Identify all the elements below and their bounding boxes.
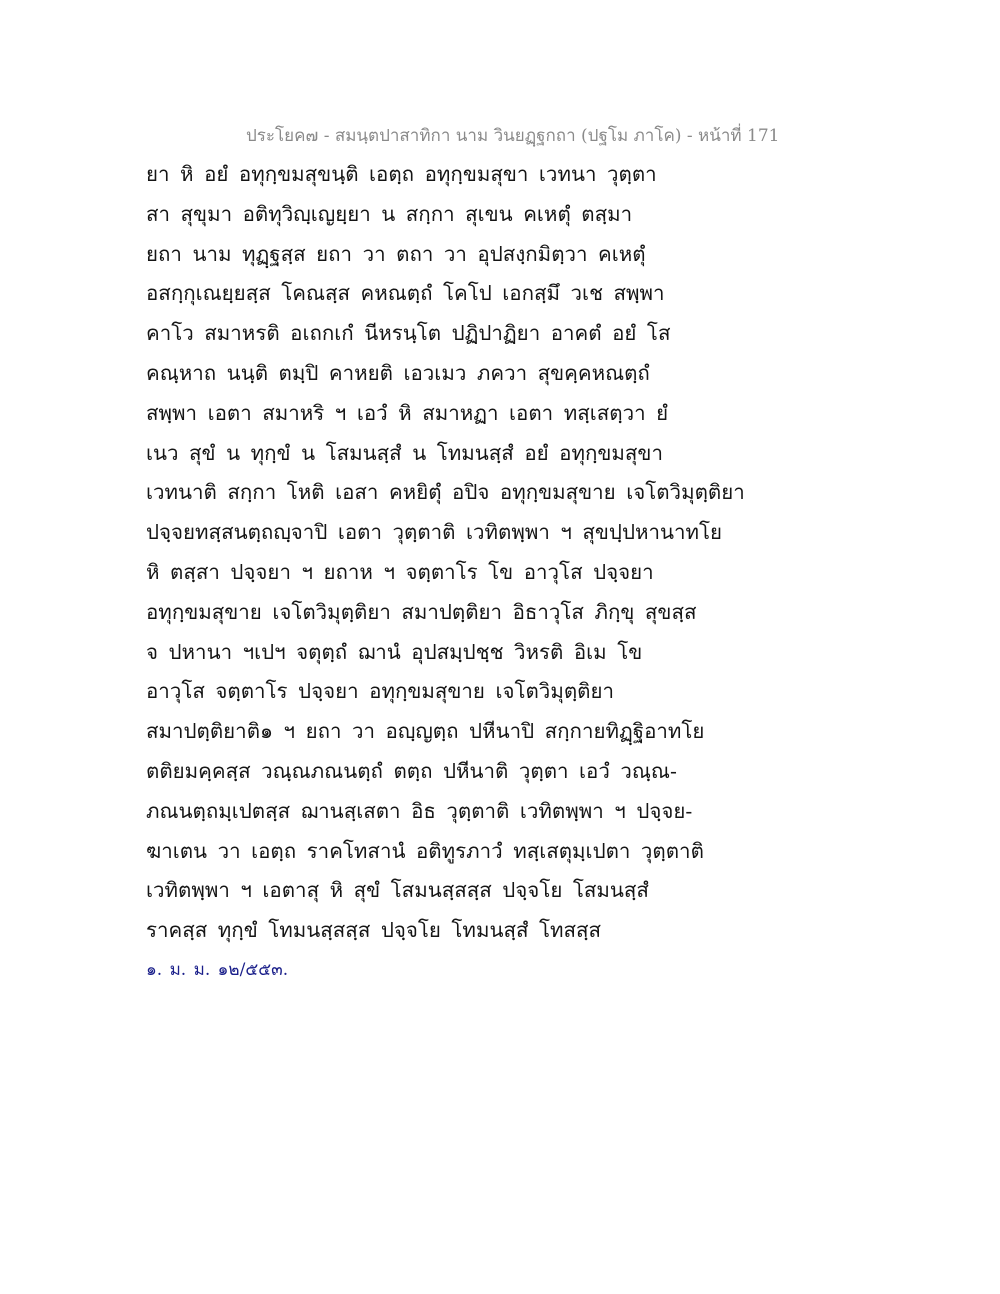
text-line: ราคสฺส ทุกฺขํ โทมนสฺสสฺส ปจฺจโย โทมนสฺสํ โทสสฺส xyxy=(146,918,602,943)
text-line: อทุกฺขมสุขาย เจโตวิมุตฺติยา สมาปตฺติยา อิธาวุโส ภิกฺขุ สุขสฺส xyxy=(146,599,697,624)
text-line: ฆาเตน วา เอตฺถ ราคโทสานํ อติทูรภาวํ ทสฺเสตุมฺเปตา วุตฺตาติ xyxy=(146,838,704,863)
text-line: จ ปหานา ฯเปฯ จตุตฺถํ ฌานํ อุปสมฺปชฺช วิหรติ อิเม โข xyxy=(146,639,643,664)
page-header: ประโยค๗ - สมนฺตปาสาทิกา นาม วินยฏฺฐกถา (ปฐโม ภาโค) - หน้าที่ 171 xyxy=(246,126,780,146)
text-line: อาวุโส จตฺตาโร ปจฺจยา อทุกฺขมสุขาย เจโตวิมุตฺติยา xyxy=(146,679,614,704)
text-line: ยา หิ อยํ อทุกฺขมสุขนฺติ เอตฺถ อทุกฺขมสุขา เวทนา วุตฺตา xyxy=(146,162,657,186)
text-line: ปจฺจยทสฺสนตฺถญฺจาปิ เอตา วุตฺตาติ เวทิตพฺพา ฯ สุขปฺปหานาทโย xyxy=(146,520,723,545)
text-line: สา สุขุมา อติทุวิญฺเญยฺยา น สกฺกา สุเขน คเหตุํ ตสฺมา xyxy=(146,201,633,226)
text-line: หิ ตสฺสา ปจฺจยา ฯ ยถาห ฯ จตฺตาโร โข อาวุโส ปจฺจยา xyxy=(146,559,654,584)
text-line: ตติยมคฺคสฺส วณฺณภณนตฺถํ ตตฺถ ปหีนาติ วุตฺตา เอวํ วณฺณ- xyxy=(146,758,677,783)
footnote: ๑. ม. ม. ๑๒/๕๕๓. xyxy=(146,960,289,980)
text-line: อสกฺกุเณยฺยสฺส โคณสฺส คหณตฺถํ โคโป เอกสฺมึ วเช สพฺพา xyxy=(146,281,665,306)
text-line: คณฺหาถ นนฺติ ตมฺปิ คาหยติ เอวเมว ภควา สุขคฺคหณตฺถํ xyxy=(146,360,650,385)
text-line: สพฺพา เอตา สมาหริ ฯ เอวํ หิ สมาหฏา เอตา ทสฺเสตฺวา ยํ xyxy=(146,400,669,425)
text-line: เวทิตพฺพา ฯ เอตาสุ หิ สุขํ โสมนสฺสสฺส ปจฺจโย โสมนสฺสํ xyxy=(146,878,649,903)
text-line: คาโว สมาหรติ อเถกเกํ นีหรนฺโต ปฏิปาฏิยา อาคตํ อยํ โส xyxy=(146,321,671,346)
text-line: สมาปตฺติยาติ๑ ฯ ยถา วา อญฺญตฺถ ปหีนาปิ สกฺกายทิฏฺฐิอาทโย xyxy=(146,719,705,744)
body-text xyxy=(146,158,745,954)
text-line: ภณนตฺถมฺเปตสฺส ฌานสฺเสตา อิธ วุตฺตาติ เวทิตพฺพา ฯ ปจฺจย- xyxy=(146,798,693,823)
text-line: เนว สุขํ น ทุกฺขํ น โสมนสฺสํ น โทมนสฺสํ อยํ อทุกฺขมสุขา xyxy=(146,440,663,465)
text-line: เวทนาติ สกฺกา โหติ เอสา คหยิตุํ อปิจ อทุกฺขมสุขาย เจโตวิมุตฺติยา xyxy=(146,480,745,505)
text-line: ยถา นาม ทุฏฺฐสฺส ยถา วา ตถา วา อุปสงฺกมิตฺวา คเหตุํ xyxy=(146,241,646,266)
